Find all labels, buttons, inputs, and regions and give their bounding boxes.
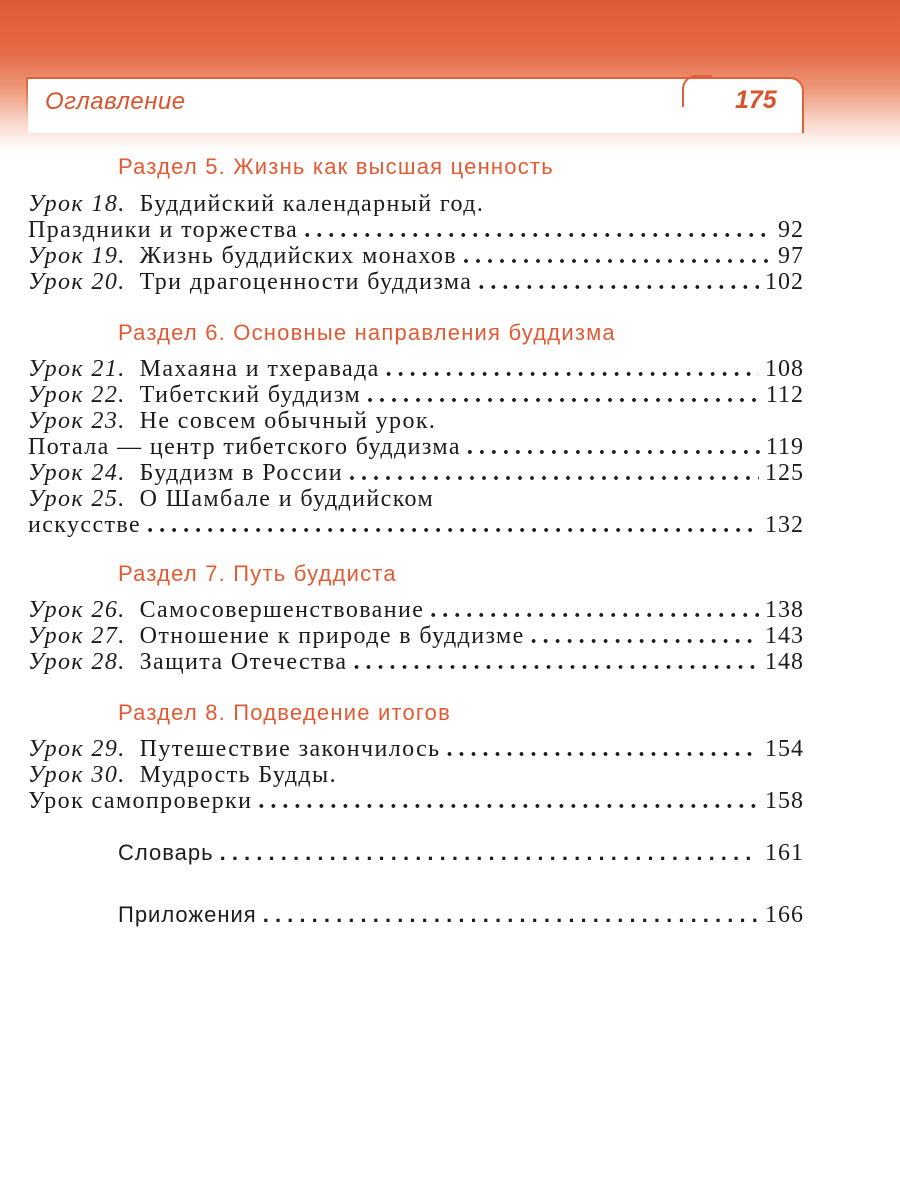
toc-entry[interactable] [28,269,804,295]
dot-leader [463,243,772,270]
lesson-number: Урок 24. [28,460,126,486]
lesson-title: О Шамбале и буддийском [139,486,435,512]
page-ref: 112 [765,382,804,408]
toc-entry[interactable] [28,788,804,814]
toc-entry[interactable] [28,382,804,408]
toc-entry[interactable] [28,434,804,460]
lesson-number: Урок 26. [28,597,126,623]
lesson-title: Потала — центр тибетского буддизма [28,434,461,460]
lesson-title: Мудрость Будды. [139,762,337,788]
lesson-number: Урок 25. [28,486,126,512]
dot-leader [447,736,759,763]
lesson-number: Урок 28. [28,649,126,675]
lesson-title: Жизнь буддийских монахов [139,243,457,269]
page-ref: 102 [765,269,804,295]
lesson-title: Праздники и торжества [28,217,299,243]
page-title: Оглавление [45,88,186,115]
lesson-title: Три драгоценности буддизма [139,269,473,295]
page-ref: 158 [765,788,804,814]
dot-leader [263,902,759,928]
lesson-title: Путешествие закончилось [139,736,441,762]
lesson-title: Буддизм в России [139,460,343,486]
toc-entry[interactable] [28,408,804,434]
dot-leader [304,217,772,244]
page-ref: 166 [765,902,804,928]
entry-title: Приложения [118,902,257,927]
lesson-number: Урок 29. [28,736,126,762]
page-number: 175 [735,86,777,114]
toc-entry[interactable] [28,243,804,269]
lesson-number: Урок 23. [28,408,126,434]
entry-title: Словарь [118,840,214,865]
lesson-number: Урок 19. [28,243,126,269]
dot-leader [386,356,759,383]
page-ref: 125 [765,460,804,486]
dot-leader [220,840,759,866]
lesson-title: Самосовершенствование [139,597,425,623]
dot-leader [430,597,759,624]
toc-entry[interactable] [28,623,804,649]
page-ref: 138 [765,597,804,623]
toc-entry[interactable] [28,512,804,538]
dot-leader [349,460,759,487]
lesson-number: Урок 27. [28,623,126,649]
toc-entry[interactable] [28,217,804,243]
toc-entry[interactable] [28,356,804,382]
lesson-title: Махаяна и тхеравада [139,356,380,382]
page-ref: 161 [765,840,804,866]
dot-leader [258,788,759,815]
toc-entry[interactable] [28,649,804,675]
lesson-title: Буддийский календарный год. [139,191,485,217]
dot-leader [467,434,760,461]
lesson-number: Урок 21. [28,356,126,382]
toc-entry[interactable] [28,736,804,762]
page-ref: 132 [765,512,804,538]
page-ref: 119 [765,434,804,460]
page-ref: 143 [765,623,804,649]
lesson-title: искусстве [28,512,142,538]
lesson-title: Тибетский буддизм [139,382,362,408]
dot-leader [367,382,760,409]
toc-entry[interactable] [28,597,804,623]
lesson-title: Отношение к природе в буддизме [139,623,525,649]
lesson-number: Урок 18. [28,191,126,217]
toc-entry[interactable] [28,486,804,512]
page-ref: 108 [765,356,804,382]
toc-entry-glossary[interactable] [118,840,804,866]
page-ref: 92 [778,217,804,243]
page-ref: 154 [765,736,804,762]
toc-entry-appendices[interactable] [118,902,804,928]
section-title: Раздел 8. Подведение итогов [118,700,451,725]
header-divider [682,75,712,107]
lesson-number: Урок 30. [28,762,126,788]
dot-leader [478,269,759,296]
dot-leader [531,623,759,650]
dot-leader [353,649,759,676]
section-title: Раздел 7. Путь буддиста [118,561,397,586]
lesson-title: Не совсем обычный урок. [139,408,437,434]
lesson-number: Урок 20. [28,269,126,295]
toc-entry[interactable] [28,460,804,486]
toc-entry[interactable] [28,191,804,217]
page-ref: 148 [765,649,804,675]
section-title: Раздел 6. Основные направления буддизма [118,320,616,345]
lesson-title: Защита Отечества [139,649,348,675]
lesson-title: Урок самопроверки [28,788,253,814]
section-title: Раздел 5. Жизнь как высшая ценность [118,154,554,179]
toc-entry[interactable] [28,762,804,788]
lesson-number: Урок 22. [28,382,126,408]
dot-leader [147,512,759,539]
page-ref: 97 [778,243,804,269]
